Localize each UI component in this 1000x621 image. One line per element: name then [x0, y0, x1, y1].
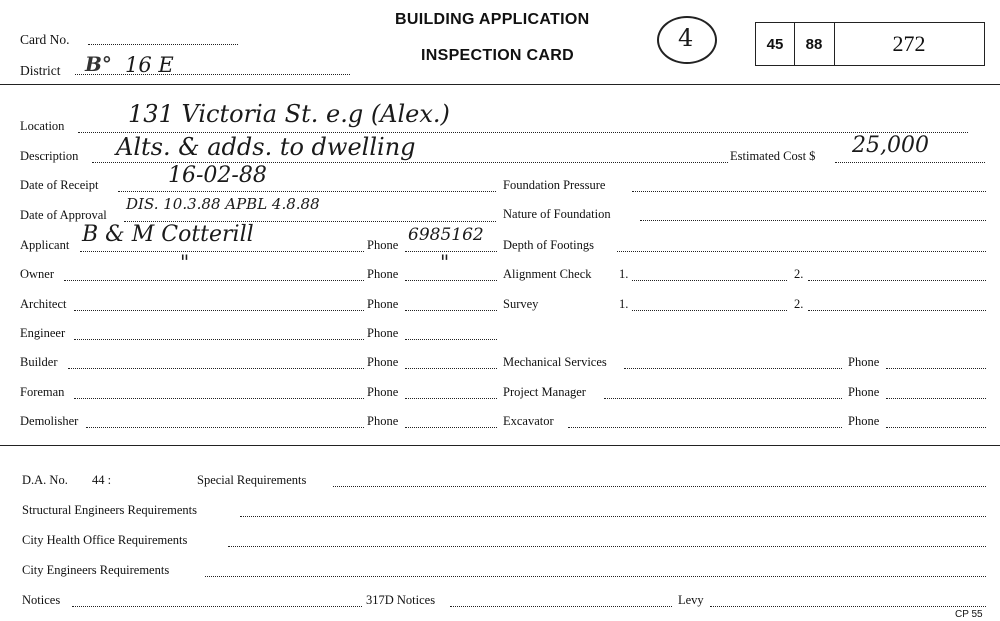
- date-of-receipt-label: Date of Receipt: [20, 178, 99, 192]
- excavator-phone-label: Phone: [848, 414, 880, 428]
- notices-line[interactable]: [72, 606, 362, 607]
- survey-2-line[interactable]: [808, 310, 986, 311]
- district-label: District: [20, 63, 61, 78]
- notices-317d-label: 317D Notices: [366, 593, 436, 607]
- project-manager-line[interactable]: [604, 398, 842, 399]
- mechanical-services-label: Mechanical Services: [503, 355, 607, 369]
- location-value: 131 Victoria St. e.g (Alex.): [128, 100, 450, 128]
- date-of-approval-value: DIS. 10.3.88 APBL 4.8.88: [126, 195, 320, 213]
- reference-box-cell-1: 45: [766, 35, 784, 53]
- alignment-check-2-label: 2.: [794, 267, 804, 281]
- mechanical-services-phone-label: Phone: [848, 355, 880, 369]
- circled-number: [657, 16, 717, 64]
- survey-2-label: 2.: [794, 297, 804, 311]
- card-no-line[interactable]: [88, 44, 238, 45]
- foreman-label: Foreman: [20, 385, 65, 399]
- location-label: Location: [20, 119, 65, 133]
- date-of-approval-label: Date of Approval: [20, 208, 107, 222]
- builder-phone-line[interactable]: [405, 368, 497, 369]
- builder-label: Builder: [20, 355, 58, 369]
- owner-line[interactable]: [64, 280, 364, 281]
- estimated-cost-line[interactable]: [835, 162, 985, 163]
- city-health-line[interactable]: [228, 546, 986, 547]
- architect-line[interactable]: [74, 310, 364, 311]
- mechanical-services-line[interactable]: [624, 368, 842, 369]
- estimated-cost-label: Estimated Cost $: [730, 149, 816, 163]
- structural-engineers-line[interactable]: [240, 516, 986, 517]
- section-divider: [0, 445, 1000, 446]
- title-line-1: BUILDING APPLICATION: [395, 11, 590, 28]
- alignment-check-2-line[interactable]: [808, 280, 986, 281]
- levy-label: Levy: [678, 593, 704, 607]
- engineer-line[interactable]: [74, 339, 364, 340]
- special-requirements-line[interactable]: [333, 486, 986, 487]
- applicant-phone-line[interactable]: [405, 251, 497, 252]
- demolisher-line[interactable]: [86, 427, 364, 428]
- card-no-label: Card No.: [20, 32, 70, 47]
- owner-label: Owner: [20, 267, 55, 281]
- demolisher-phone-line[interactable]: [405, 427, 497, 428]
- engineer-phone-label: Phone: [367, 326, 399, 340]
- owner-value: ": [180, 250, 190, 274]
- builder-line[interactable]: [68, 368, 364, 369]
- district-stamp-mark: B°: [85, 52, 112, 76]
- foundation-pressure-line[interactable]: [632, 191, 986, 192]
- mechanical-services-phone-line[interactable]: [886, 368, 986, 369]
- city-engineers-line[interactable]: [205, 576, 986, 577]
- applicant-phone-label: Phone: [367, 238, 399, 252]
- excavator-phone-line[interactable]: [886, 427, 986, 428]
- depth-of-footings-label: Depth of Footings: [503, 238, 594, 252]
- survey-label: Survey: [503, 297, 539, 311]
- nature-of-foundation-label: Nature of Foundation: [503, 207, 611, 221]
- architect-phone-line[interactable]: [405, 310, 497, 311]
- foundation-pressure-label: Foundation Pressure: [503, 178, 606, 192]
- da-no-label: D.A. No.: [22, 473, 68, 487]
- engineer-label: Engineer: [20, 326, 66, 340]
- architect-label: Architect: [20, 297, 67, 311]
- demolisher-phone-label: Phone: [367, 414, 399, 428]
- alignment-check-1-line[interactable]: [632, 280, 787, 281]
- description-label: Description: [20, 149, 79, 163]
- project-manager-phone-line[interactable]: [886, 398, 986, 399]
- levy-line[interactable]: [710, 606, 986, 607]
- notices-317d-line[interactable]: [450, 606, 672, 607]
- applicant-phone-value: 6985162: [408, 225, 484, 245]
- demolisher-label: Demolisher: [20, 414, 79, 428]
- district-line[interactable]: [75, 74, 350, 75]
- title-line-2: INSPECTION CARD: [421, 47, 574, 64]
- reference-box-cell-3: 272: [892, 31, 926, 56]
- city-health-label: City Health Office Requirements: [22, 533, 188, 547]
- foreman-line[interactable]: [74, 398, 364, 399]
- owner-phone-line[interactable]: [405, 280, 497, 281]
- architect-phone-label: Phone: [367, 297, 399, 311]
- excavator-line[interactable]: [568, 427, 842, 428]
- foreman-phone-line[interactable]: [405, 398, 497, 399]
- da-no-value: 44 :: [92, 473, 112, 487]
- description-value: Alts. & adds. to dwelling: [116, 133, 416, 161]
- applicant-value: B & M Cotterill: [82, 222, 254, 247]
- structural-engineers-label: Structural Engineers Requirements: [22, 503, 197, 517]
- foreman-phone-label: Phone: [367, 385, 399, 399]
- alignment-check-label: Alignment Check: [503, 267, 592, 281]
- survey-1-label: 1.: [619, 297, 629, 311]
- depth-of-footings-line[interactable]: [617, 251, 986, 252]
- builder-phone-label: Phone: [367, 355, 399, 369]
- project-manager-label: Project Manager: [503, 385, 586, 399]
- estimated-cost-value: 25,000: [852, 133, 929, 158]
- city-engineers-label: City Engineers Requirements: [22, 563, 170, 577]
- date-of-receipt-line[interactable]: [118, 191, 496, 192]
- circled-number-value: 4: [678, 24, 694, 52]
- excavator-label: Excavator: [503, 414, 554, 428]
- header-divider: [0, 84, 1000, 85]
- nature-of-foundation-line[interactable]: [640, 220, 986, 221]
- owner-phone-label: Phone: [367, 267, 399, 281]
- owner-phone-value: ": [440, 250, 450, 274]
- project-manager-phone-label: Phone: [848, 385, 880, 399]
- form-code: CP 55: [955, 609, 983, 620]
- reference-box-cell-2: 88: [805, 35, 823, 53]
- date-of-receipt-value: 16-02-88: [168, 163, 267, 188]
- applicant-line[interactable]: [80, 251, 364, 252]
- district-value: 16 E: [125, 53, 174, 77]
- survey-1-line[interactable]: [632, 310, 787, 311]
- reference-box: [755, 22, 985, 66]
- applicant-label: Applicant: [20, 238, 70, 252]
- notices-label: Notices: [22, 593, 61, 607]
- special-requirements-label: Special Requirements: [197, 473, 307, 487]
- engineer-phone-line[interactable]: [405, 339, 497, 340]
- alignment-check-1-label: 1.: [619, 267, 629, 281]
